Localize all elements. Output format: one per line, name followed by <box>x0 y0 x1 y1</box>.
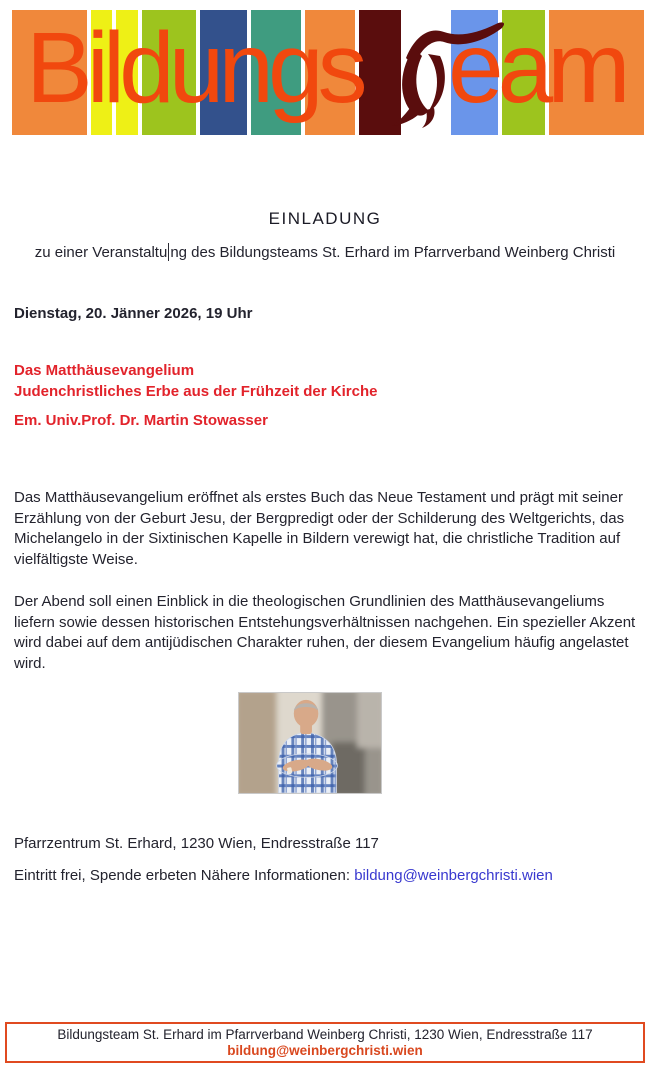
venue-address: Pfarrzentrum St. Erhard, 1230 Wien, Endresstraße 117 <box>14 835 379 852</box>
subtitle-before-cursor: zu einer Veranstaltu <box>34 244 168 261</box>
event-description-paragraph-2: Der Abend soll einen Einblick in die theologischen Grundlinien des Matthäusevangeliums liefern sowie dessen historischen Entstehungsverhältnissen nachgehen. Ein spezieller Akzent wird dabei auf dem antijüdischen Charakter ruhen, der diesem Evangelium häufig angelastet wird. <box>14 593 636 672</box>
page-title: EINLADUNG <box>268 209 382 228</box>
event-title-line2: Judenchristliches Erbe aus der Frühzeit der Kirche <box>14 383 378 400</box>
event-description-paragraph-1: Das Matthäusevangelium eröffnet als erstes Buch das Neue Testament und prägt mit seiner Erzählung von der Geburt Jesu, der Bergpredigt oder der Schilderung des Weltgerichts, das Michelangelo in der Sixtinischen Kapelle in Bildern verewigt hat, die christliche Tradition auf vielfältigste Weise. <box>14 489 625 568</box>
speaker-photo <box>238 692 382 794</box>
logo-text-eam: eam <box>448 12 625 124</box>
event-title-line1: Das Matthäusevangelium <box>14 362 195 379</box>
entry-info-text: Eintritt frei, Spende erbeten Nähere Informationen: <box>14 867 355 884</box>
dancer-icon <box>392 10 532 135</box>
event-title <box>14 360 377 402</box>
info-email-link[interactable]: bildung@weinbergchristi.wien <box>354 867 553 884</box>
entry-info <box>14 867 553 884</box>
footer-email-link[interactable]: bildung@weinbergchristi.wien <box>227 1043 423 1058</box>
subtitle-after-cursor: ng des Bildungsteams St. Erhard im Pfarrverband Weinberg Christi <box>170 244 616 261</box>
event-speaker: Em. Univ.Prof. Dr. Martin Stowasser <box>14 412 268 429</box>
event-datetime: Dienstag, 20. Jänner 2026, 19 Uhr <box>14 305 253 322</box>
subtitle <box>0 243 650 261</box>
footer-organisation-address: Bildungsteam St. Erhard im Pfarrverband Weinberg Christi, 1230 Wien, Endresstraße 117 <box>57 1027 593 1042</box>
logo-text-bildungs: Bildungs <box>26 12 362 124</box>
footer-contact-box <box>5 1022 645 1063</box>
